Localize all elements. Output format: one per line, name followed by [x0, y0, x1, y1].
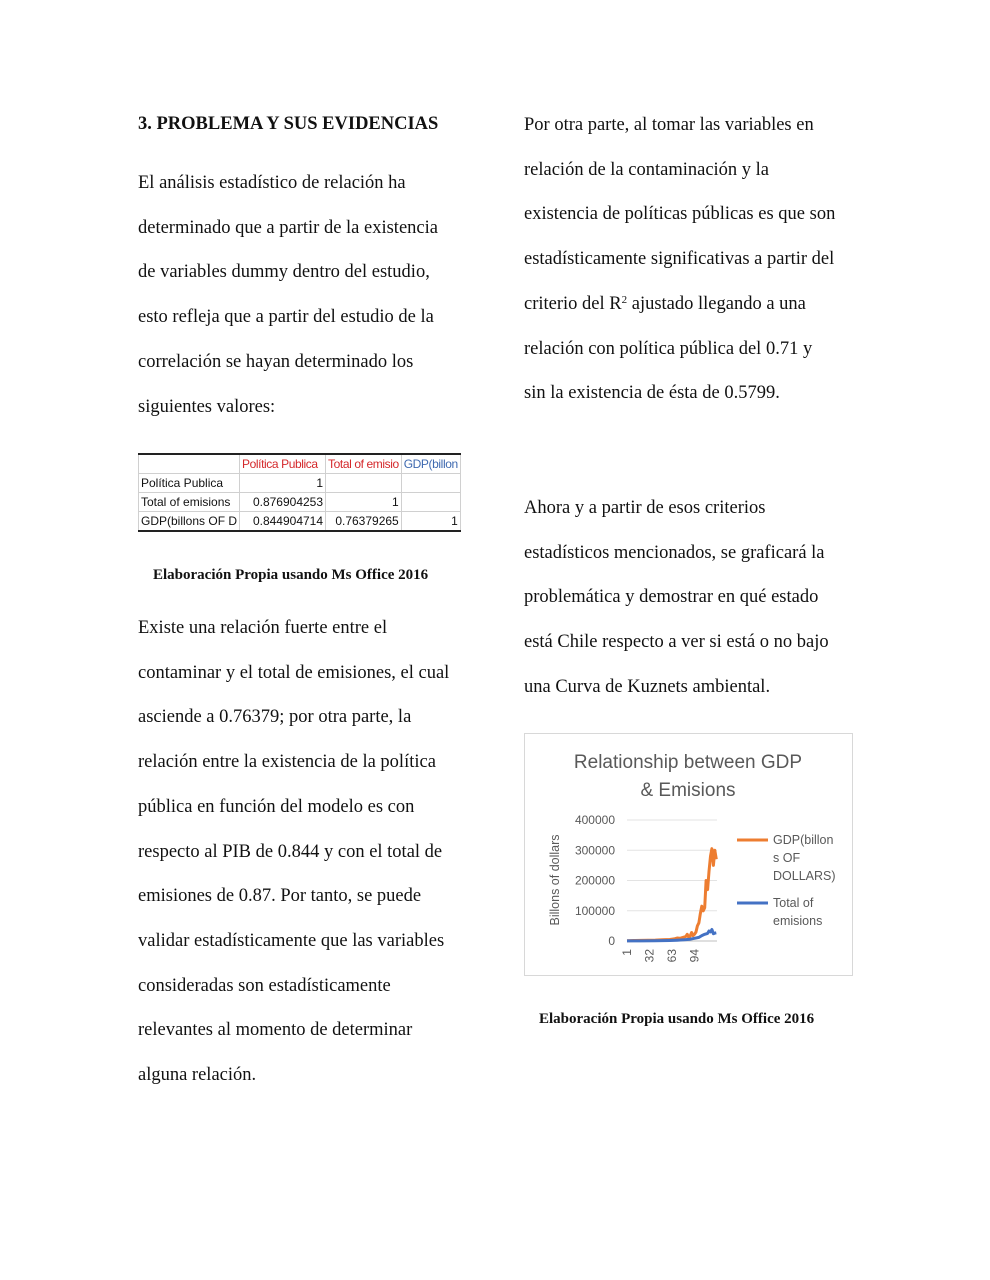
gdp-emissions-chart: [525, 734, 852, 975]
table-header-row: [139, 454, 461, 474]
table-cell: 1: [401, 512, 460, 532]
section-heading: 3. PROBLEMA Y SUS EVIDENCIAS: [138, 114, 439, 134]
correlation-table: [138, 453, 461, 532]
legend-label: emisions: [773, 914, 823, 928]
table-cell: 1: [326, 493, 402, 512]
x-tick-label: 63: [665, 949, 679, 963]
y-tick-label: 200000: [574, 873, 615, 888]
table-row: [139, 512, 461, 532]
r-squared-text-b: ajustado llegando a una relación con política pública del 0.71 y sin la existencia de ésta de 0.5799.: [524, 293, 813, 404]
intro-paragraph: El análisis estadístico de relación ha determinado que a partir de la existencia de variables dummy dentro del estudio, esto refleja que a partir del estudio de la correlación se hayan determinado los siguientes valores:: [138, 173, 438, 417]
table-cell: [401, 474, 460, 493]
table-cell: [401, 493, 460, 512]
chart-caption: Elaboración Propia usando Ms Office 2016: [539, 1011, 815, 1027]
legend-label: Total of: [773, 896, 814, 910]
table-header-cell: Total of emisio: [326, 454, 402, 474]
legend-label: s OF: [773, 851, 801, 865]
table-header-cell: GDP(billon: [401, 454, 460, 474]
x-tick-label: 1: [620, 949, 634, 956]
table-cell: [326, 474, 402, 493]
row-label: GDP(billons OF D: [139, 512, 240, 532]
y-tick-label: 0: [608, 934, 615, 948]
legend-label: DOLLARS): [773, 869, 836, 883]
row-label: Política Publica: [139, 474, 240, 493]
chart-title-line-2: & Emisions: [640, 780, 736, 801]
left-column: [138, 0, 468, 1280]
table-row: [139, 474, 461, 493]
kuznets-paragraph: Ahora y a partir de esos criterios estadísticos mencionados, se graficará la problemática y demostrar en qué estado está Chile respecto a ver si está o no bajo una Curva de Kuznets ambiental.: [524, 498, 829, 697]
gdp-series-line: [627, 849, 716, 941]
analysis-paragraph: Existe una relación fuerte entre el contaminar y el total de emisiones, el cual asciende a 0.76379; por otra parte, la relación entre la existencia de la política pública en función del modelo es con respecto al PIB de 0.844 y con el total de emisiones de 0.87. Por tanto, se puede validar estadísticamente que las variables consideradas son estadísticamente relevantes al momento de determinar alguna relación.: [138, 618, 450, 1086]
chart-title-line-1: Relationship between GDP: [573, 752, 803, 773]
table-cell: 0.876904253: [240, 493, 326, 512]
x-tick-label: 94: [687, 949, 702, 963]
legend-label: GDP(billon: [773, 833, 834, 847]
table-cell: 0.844904714: [240, 512, 326, 532]
chart-container: [524, 733, 853, 976]
y-tick-label: 400000: [574, 813, 615, 827]
y-tick-label: 100000: [574, 903, 615, 918]
table-header-cell: Política Publica: [240, 454, 326, 474]
r-squared-paragraph: [524, 103, 835, 416]
table-cell: 1: [240, 474, 326, 493]
superscript-2: 2: [621, 293, 628, 306]
row-label: Total of emisions: [139, 493, 240, 512]
table-caption: Elaboración Propia usando Ms Office 2016: [153, 567, 429, 583]
r-squared-text-a: Por otra parte, al tomar las variables en relación de la contaminación y la existencia de políticas públicas es que son estadísticamente significativas a partir del criterio del R: [524, 115, 836, 314]
right-column: [524, 0, 864, 1280]
y-axis-label: Billons of dollars: [548, 834, 562, 926]
x-tick-label: 32: [642, 949, 657, 963]
y-tick-label: 300000: [574, 843, 615, 858]
table-header-cell: [139, 454, 240, 474]
table-cell: 0.76379265: [326, 512, 402, 532]
table-row: [139, 493, 461, 512]
